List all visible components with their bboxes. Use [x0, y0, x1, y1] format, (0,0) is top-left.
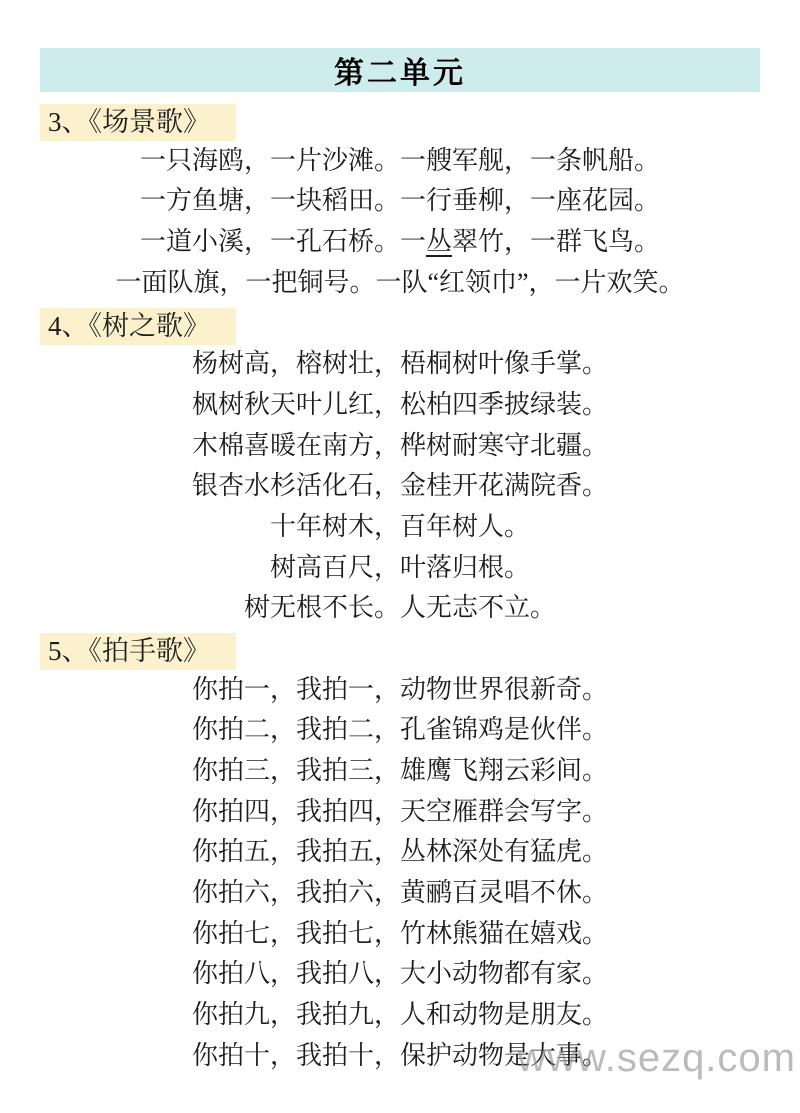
poem-line: 一面队旗，一把铜号。一队“红领巾”，一片欢笑。 — [115, 267, 685, 297]
poem-line: 银杏水杉活化石，金桂开花满院香。 — [191, 471, 608, 501]
watermark: www.sezq.com — [517, 1036, 796, 1080]
poem-line: 你拍九，我拍九，人和动物是朋友。 — [191, 1000, 608, 1030]
poem-line: 你拍三，我拍三，雄鹰飞翔云彩间。 — [191, 756, 608, 785]
poem-line: 一方鱼塘，一块稻田。一行垂柳，一座花园。 — [139, 186, 660, 216]
poem-line: 枫树秋天叶儿红，松柏四季披绿装。 — [191, 389, 608, 419]
poem-line: 你拍五，我拍五，丛林深处有猛虎。 — [191, 837, 608, 867]
poem-line: 你拍六，我拍六，黄鹂百灵唱不休。 — [191, 878, 608, 908]
section-5-heading: 5、《拍手歌》 — [40, 633, 236, 670]
section-3-heading: 3、《场景歌》 — [40, 104, 236, 141]
poem-line: 你拍七，我拍七，竹林熊猫在嬉戏。 — [191, 918, 608, 948]
poem-line-segment: 一道小溪，一孔石桥。一 — [139, 227, 426, 257]
section-4-heading: 4、《树之歌》 — [40, 308, 236, 345]
underlined-character: 丛 — [425, 227, 452, 257]
poem-line: 树高百尺，叶落归根。 — [269, 552, 530, 582]
unit-title: 第二单元 — [334, 57, 466, 90]
poem-line: 你拍十，我拍十，保护动物是大事。 — [191, 1040, 608, 1070]
section-5-heading-row — [40, 629, 760, 670]
section-3-heading-row — [40, 100, 760, 141]
poem-line: 你拍八，我拍八，大小动物都有家。 — [191, 959, 608, 989]
poem-line: 木棉喜暖在南方，桦树耐寒守北疆。 — [191, 430, 608, 460]
unit-header-band — [40, 48, 760, 92]
poem-line: 十年树木，百年树人。 — [269, 511, 530, 541]
poem-line: 杨树高，榕树壮，梧桐树叶像手掌。 — [191, 349, 608, 379]
poem-line: 你拍四，我拍四，天空雁群会写字。 — [191, 796, 608, 826]
poem-line: 一只海鸥，一片沙滩。一艘军舰，一条帆船。 — [139, 145, 660, 175]
poem-line-segment: 翠竹，一群飞鸟。 — [452, 227, 661, 257]
poem-line — [40, 222, 760, 263]
poem-line: 你拍二，我拍二，孔雀锦鸡是伙伴。 — [191, 715, 608, 745]
poem-line: 你拍一，我拍一，动物世界很新奇。 — [191, 674, 608, 704]
section-4-heading-row — [40, 303, 760, 344]
poem-line: 树无根不长。人无志不立。 — [243, 593, 556, 623]
